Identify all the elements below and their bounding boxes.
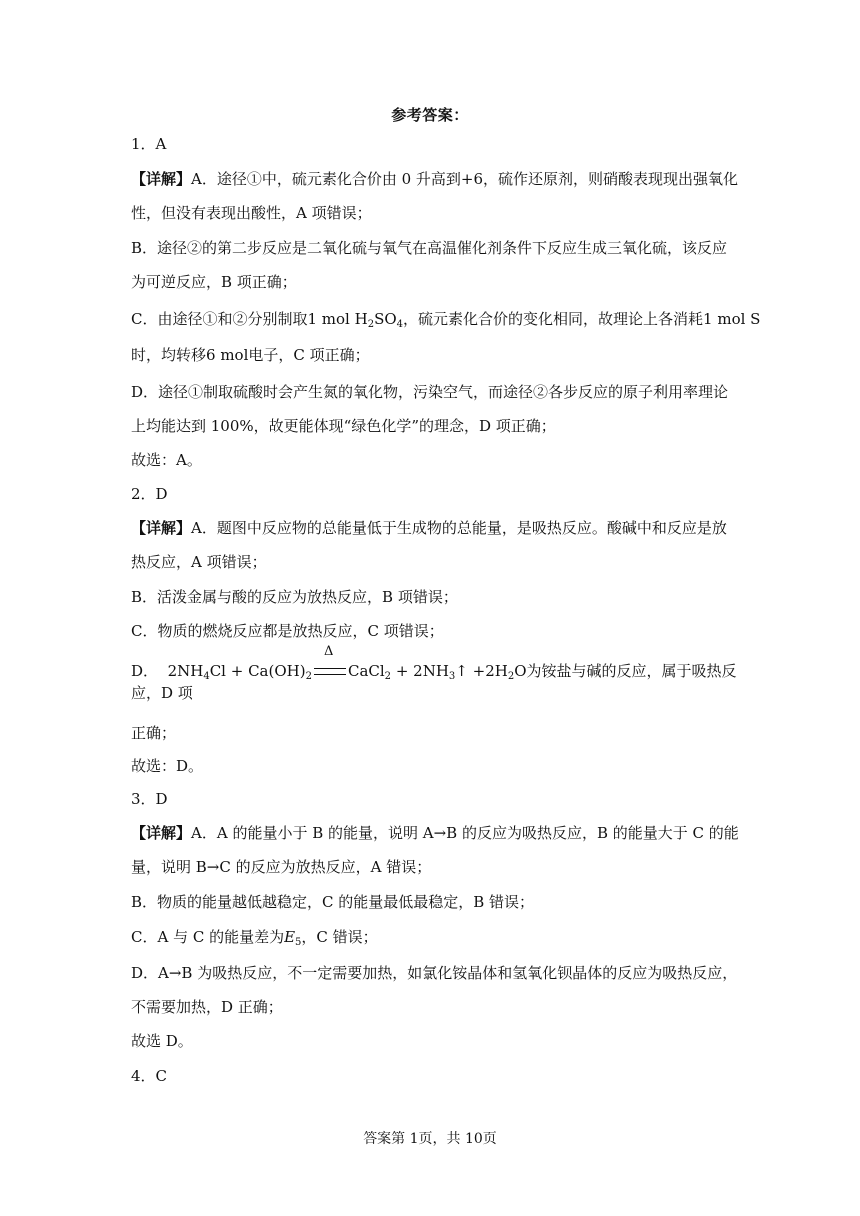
formula-part: 1 mol H — [307, 310, 368, 328]
answer-3-line-1 — [131, 823, 741, 843]
formula-part: SO — [374, 310, 397, 328]
formula-part: 1 mol S — [703, 310, 761, 328]
chemical-equation — [131, 644, 751, 702]
answer-1-line-4: 为可逆反应，B 项正确； — [131, 273, 297, 291]
heat-condition-arrow — [312, 644, 348, 682]
subscript: 2 — [305, 671, 312, 682]
answer-1-line-6 — [131, 345, 741, 365]
answer-1-line-9: 故选：A。 — [131, 451, 202, 469]
answer-3-text-1: A．A 的能量小于 B 的能量，说明 A→B 的反应为吸热反应，B 的能量大于 C 的能 — [191, 824, 739, 842]
page-title: 参考答案： — [391, 106, 469, 124]
text: ，硫元素化合价的变化相同，故理论上各消耗 — [403, 310, 704, 328]
answer-2-line-6: 故选：D。 — [131, 757, 204, 775]
formula-part: + 2NH — [391, 662, 449, 680]
text: C．由途径①和②分别制取 — [131, 310, 308, 328]
answer-2-line-4: C．物质的燃烧反应都是放热反应，C 项错误； — [131, 622, 444, 640]
answer-1-line-5 — [131, 309, 761, 330]
answer-1-text-1: A．途径①中，硫元素化合价由 0 升高到+6，硫作还原剂，则硝酸表现现出强氧化 — [191, 170, 739, 188]
answer-3-line-4 — [131, 927, 741, 947]
answer-3-line-2: 量，说明 B→C 的反应为放热反应，A 错误； — [131, 858, 432, 876]
formula-part: +2H — [472, 662, 508, 680]
text: ，C 错误； — [301, 928, 378, 946]
equals-sign — [314, 668, 346, 675]
answer-1-line-3: B．途径②的第二步反应是二氧化硫与氧气在高温催化剂条件下反应生成三氧化硫，该反应 — [131, 239, 728, 257]
answer-3-line-3: B．物质的能量越低越稳定，C 的能量最低最稳定，B 错误； — [131, 893, 535, 911]
text: 时，均转移 — [131, 346, 207, 364]
answer-2-number: 2．D — [131, 485, 168, 503]
detail-tag: 【详解】 — [131, 170, 192, 188]
formula-part: 2NH — [167, 662, 204, 680]
subscript: 2 — [367, 319, 375, 330]
gas-arrow-icon: ↑ — [455, 662, 468, 680]
answer-2-line-1 — [131, 518, 741, 538]
formula-part: Cl + Ca(OH) — [209, 662, 306, 680]
subscript: 4 — [396, 319, 404, 330]
subscript: 3 — [448, 671, 456, 682]
answer-3-line-5: D．A→B 为吸热反应，不一定需要加热，如氯化铵晶体和氢氧化钡晶体的反应为吸热反应， — [131, 964, 738, 982]
answer-1-line-2: 性，但没有表现出酸性，A 项错误； — [131, 204, 372, 222]
answer-2-line-5: 正确； — [131, 724, 177, 742]
answer-1-number: 1．A — [131, 135, 167, 153]
answer-4-number: 4．C — [131, 1067, 168, 1085]
subscript: 2 — [384, 671, 392, 682]
option-label: D． — [131, 662, 159, 680]
answer-3-number: 3．D — [131, 790, 168, 808]
text: O为铵盐与碱的反应，属于吸热反应，D 项 — [131, 662, 737, 702]
page-footer: 答案第 1页，共 10页 — [363, 1131, 497, 1147]
answer-2-line-3: B．活泼金属与酸的反应为放热反应，B 项错误； — [131, 588, 458, 606]
subscript: 4 — [203, 671, 210, 682]
answer-2-line-2: 热反应，A 项错误； — [131, 553, 267, 571]
answer-3-line-6: 不需要加热，D 正确； — [131, 998, 283, 1016]
detail-tag: 【详解】 — [131, 824, 192, 842]
answer-2-text-1: A．题图中反应物的总能量低于生成物的总能量，是吸热反应。酸碱中和反应是放 — [191, 519, 727, 537]
answer-1-line-1 — [131, 169, 741, 189]
subscript: 2 — [507, 671, 515, 682]
delta-symbol: Δ — [323, 644, 334, 659]
answer-1-line-7: D．途径①制取硫酸时会产生氮的氧化物，污染空气，而途径②各步反应的原子利用率理论 — [131, 383, 729, 401]
formula-part: CaCl — [347, 662, 385, 680]
formula-part: 6 mol — [206, 346, 249, 364]
energy-symbol: E — [284, 928, 296, 946]
text: C．A 与 C 的能量差为 — [131, 928, 285, 946]
answer-3-line-7: 故选 D。 — [131, 1032, 193, 1050]
detail-tag: 【详解】 — [131, 519, 192, 537]
subscript: 5 — [295, 937, 302, 948]
answer-1-line-8: 上均能达到 100%，故更能体现“绿色化学”的理念，D 项正确； — [131, 417, 556, 435]
text: 电子，C 项正确； — [248, 346, 370, 364]
